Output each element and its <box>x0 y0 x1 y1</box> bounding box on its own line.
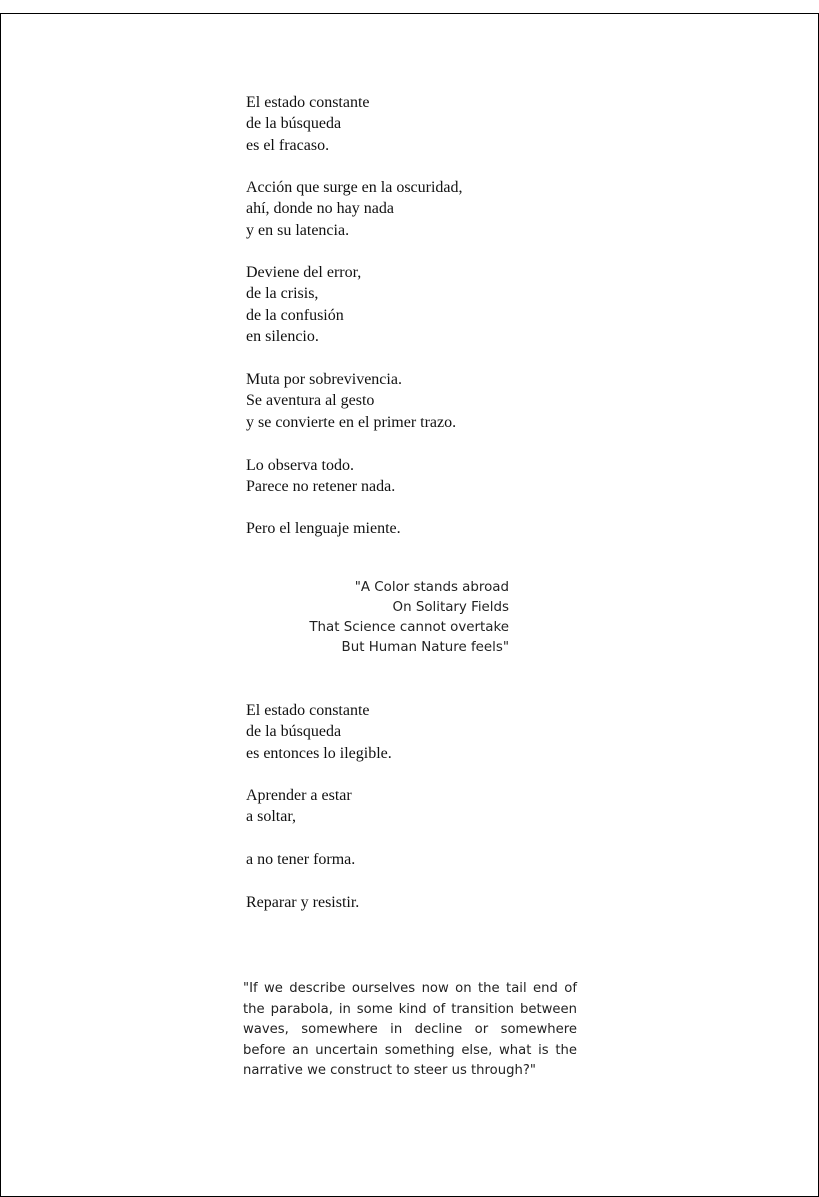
poem-line: El estado constante <box>246 94 370 111</box>
poem-line: de la confusión <box>246 306 344 324</box>
poem-line: es entonces lo ilegible. <box>246 744 392 762</box>
poem-line: Lo observa todo. <box>246 457 354 474</box>
poem-line: a soltar, <box>246 808 297 826</box>
poem-line: Se aventura al gesto <box>246 392 375 410</box>
poem-line: de la búsqueda <box>246 723 342 741</box>
quote-line: But Human Nature feels" <box>341 640 509 655</box>
poem-line: Pero el lenguaje miente. <box>246 520 401 537</box>
poem-line: El estado constante <box>246 702 370 719</box>
stanza-4 <box>246 369 456 433</box>
poem-line: Deviene del error, <box>246 264 362 281</box>
poem-line: Aprender a estar <box>246 787 352 804</box>
quote-line: "A Color stands abroad <box>354 580 509 595</box>
poem-line: ahí, donde no hay nada <box>246 200 394 218</box>
poem-line: Acción que surge en la oscuridad, <box>246 179 463 196</box>
poem-line: de la crisis, <box>246 285 319 303</box>
closing-quote: "If we describe ourselves now on the tail end of the parabola, in some kind of transition between waves, somewhere in decline or somewhere before an uncertain something else, what is the narrative we construct to steer us through?" <box>243 981 577 1078</box>
poem-line: Parece no retener nada. <box>246 478 396 496</box>
poem-line: Reparar y resistir. <box>246 894 360 911</box>
poem-line: a no tener forma. <box>246 851 356 868</box>
stanza-5 <box>246 455 395 498</box>
poem-line: en silencio. <box>246 327 319 345</box>
stanza-7 <box>246 700 392 764</box>
quote-line: On Solitary Fields <box>392 600 509 615</box>
poem-line: y se convierte en el primer trazo. <box>246 413 457 431</box>
stanza-10 <box>246 892 359 913</box>
stanza-3 <box>246 262 361 347</box>
stanza-8 <box>246 785 352 828</box>
stanza-1 <box>246 92 370 156</box>
stanza-2 <box>246 177 463 241</box>
emily-dickinson-quote <box>309 578 509 658</box>
poem-line: y en su latencia. <box>246 221 350 239</box>
stanza-6 <box>246 518 401 539</box>
stanza-9 <box>246 849 355 870</box>
poem-line: Muta por sobrevivencia. <box>246 371 402 388</box>
quote-line: That Science cannot overtake <box>309 620 509 635</box>
poem-line: de la búsqueda <box>246 115 342 133</box>
poem-line: es el fracaso. <box>246 136 330 154</box>
